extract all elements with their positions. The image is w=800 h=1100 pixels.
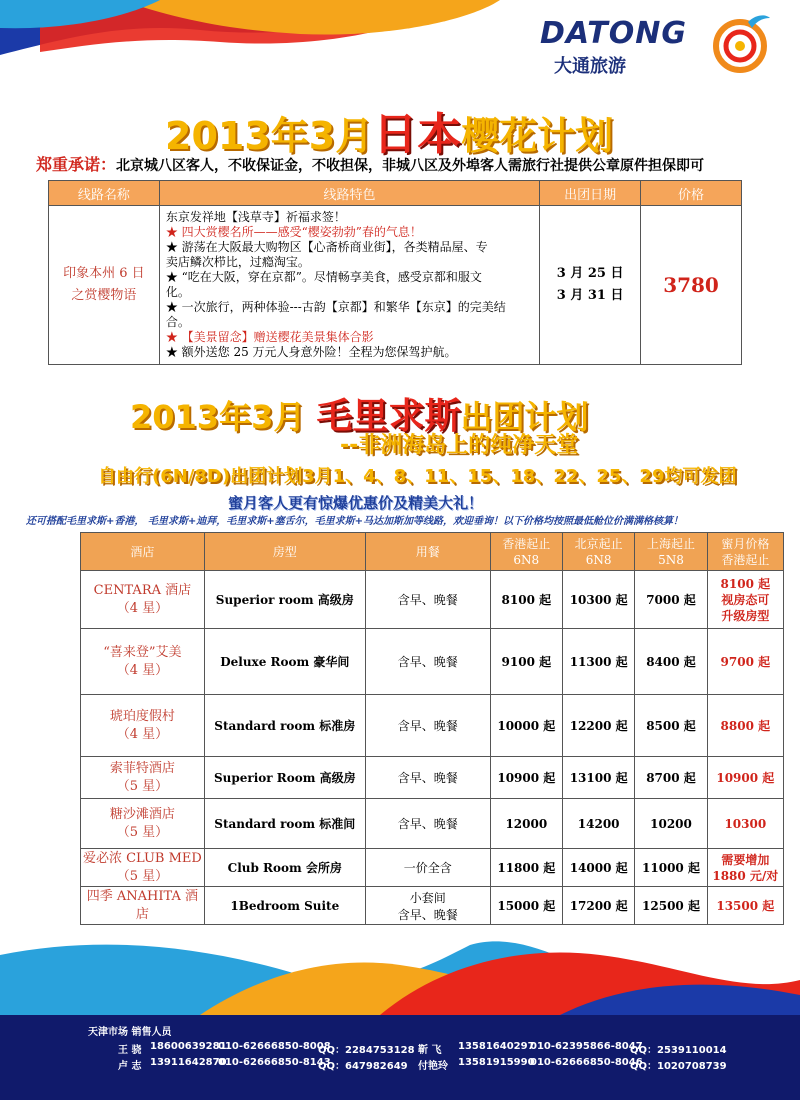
feature-line: ★ “吃在大阪，穿在京都”。尽情畅享美食，感受京都和服文 [165,270,482,284]
meal [365,849,490,887]
meal-line-1: 小套间 [409,890,446,905]
hk-price: 11800 起 [490,849,562,887]
contact-qq: QQ：2539110014 [630,1045,727,1056]
header-hk [490,533,562,571]
bj-price: 14000 起 [562,849,634,887]
promise-label: 郑重承诺： [36,155,117,174]
meal-line-1: 含早、晚餐 [397,719,458,733]
contact-mobile: 18600639281 [150,1041,227,1052]
sh-price: 12500 起 [635,887,707,925]
meal [365,629,490,695]
honeymoon-price [707,849,783,887]
hotel-name-line-1: 琥珀度假村 [109,708,175,724]
hotel-name [81,849,205,887]
footer-contacts [0,1015,800,1100]
contact-tel: 010-62395866-8047 [530,1041,643,1052]
honeymoon-price [707,887,783,925]
feature-line: 东京发祥地【浅草寺】祈福求签！ [165,210,346,224]
header-honeymoon-line-1: 蜜月价格 [721,536,770,551]
hotel-name-line-2: （5 星） [116,824,169,840]
bj-price: 10300 起 [562,571,634,629]
hotel-name [81,757,205,799]
header-honeymoon-line-2: 香港起止 [721,552,770,567]
contact-qq: QQ：1020708739 [630,1061,727,1072]
meal-line-1: 含早、晚餐 [397,655,458,669]
japan-route-row [49,206,742,365]
honeymoon-line-1: 13500 起 [716,898,775,913]
room-type: Standard room 标准间 [204,799,365,849]
feature-line: ★ 游荡在大阪最大购物区【心斋桥商业街】，各类精品屋、专 [165,240,488,254]
hk-price: 15000 起 [490,887,562,925]
hk-price: 10000 起 [490,695,562,757]
header-honeymoon [707,533,783,571]
hotel-name [81,629,205,695]
hotel-name-line-2: （5 星） [116,778,169,794]
honeymoon-line-1: 8100 起 [720,576,771,591]
contact-tel: 010-62666850-8143 [218,1057,331,1068]
header-meal: 用餐 [365,533,490,571]
honeymoon-offer: 蜜月客人更有惊爆优惠价及精美大礼！ [228,494,484,512]
bj-price: 14200 [562,799,634,849]
header-departure-date: 出团日期 [540,181,641,206]
hk-price: 8100 起 [490,571,562,629]
footer-heading: 天津市场 销售人员 [88,1027,172,1038]
room-type: Deluxe Room 豪华间 [204,629,365,695]
meal-line-1: 一价全含 [403,861,452,875]
honeymoon-line-3: 升级房型 [721,608,770,623]
honeymoon-line-2: 1880 元/对 [712,868,779,883]
honeymoon-price [707,757,783,799]
contact-name: 靳 飞 [418,1045,442,1056]
hotel-name-line-2: （5 星） [116,868,169,884]
header-bj-line-2: 6N8 [585,552,612,567]
japan-title-plan: 樱花计划 [461,114,614,158]
header-sh-line-1: 上海起止 [646,536,695,551]
hotel-name-line-1: 索菲特酒店 [109,760,175,776]
feature-line: ★ 一次旅行，两种体验---古韵【京都】和繁华【东京】的完美结 [165,300,506,314]
hotel-row [81,887,784,925]
room-type: Superior room 高级房 [204,571,365,629]
departure-dates-cell [540,206,641,365]
contact-name: 卢 志 [118,1061,142,1072]
contact-mobile: 13581640297 [458,1041,535,1052]
hotel-name-line-2: （4 星） [116,662,169,678]
bottom-wave-decoration [0,935,800,1015]
honeymoon-line-1: 10900 起 [716,770,775,785]
hotel-row [81,849,784,887]
promise-text: 北京城八区客人，不收保证金，不收担保，非城八区及外埠客人需旅行社提供公章原件担保即可 [116,158,705,174]
hotel-name [81,887,205,925]
sh-price: 8500 起 [635,695,707,757]
meal-line-1: 含早、晚餐 [397,593,458,607]
mauritius-subtitle: --非洲海岛上的纯净天堂 [340,433,579,458]
hk-price: 9100 起 [490,629,562,695]
sh-price: 8400 起 [635,629,707,695]
honeymoon-price [707,571,783,629]
hotel-name-line-1: 糖沙滩酒店 [109,806,175,822]
honeymoon-line-1: 8800 起 [720,718,771,733]
hotel-name-line-1: CENTARA 酒店 [93,582,192,598]
promise-line [36,152,704,175]
sh-price: 7000 起 [635,571,707,629]
bj-price: 12200 起 [562,695,634,757]
hk-price: 10900 起 [490,757,562,799]
bj-price: 17200 起 [562,887,634,925]
header-route-features: 线路特色 [159,181,539,206]
japan-title-year: 2013年3月 [165,114,374,158]
hotel-row [81,571,784,629]
feature-line: ★ 额外送您 25 万元人身意外险！全程为您保驾护航。 [165,345,457,359]
hotel-table-header [81,533,784,571]
hotel-row [81,695,784,757]
room-type: Superior Room 高级房 [204,757,365,799]
japan-title-country: 日本 [373,109,462,160]
hk-price: 12000 [490,799,562,849]
room-type: Club Room 会所房 [204,849,365,887]
sh-price: 11000 起 [635,849,707,887]
japan-route-table [48,180,742,365]
hotel-name-line-2: （4 星） [116,726,169,742]
feature-line: 卖店鳞次栉比，过瘾淘宝。 [165,255,310,269]
combo-routes-line: 还可搭配毛里求斯+香港， 毛里求斯+迪拜，毛里求斯+塞舌尔，毛里求斯+马达加斯加等线路，欢迎垂询！以下价格均按照最低舱位价满满格核算！ [26,516,683,527]
feature-line: ★ 【美景留念】赠送樱花美景集体合影 [165,330,374,344]
contact-qq: QQ：2284753128 [318,1045,415,1056]
mauritius-title-year: 2013年3月 [130,398,317,436]
header-price: 价格 [641,181,742,206]
logo-subtitle: 大通旅游 [554,56,626,77]
route-price: 3780 [641,206,742,365]
meal [365,571,490,629]
header-room: 房型 [204,533,365,571]
sh-price: 10200 [635,799,707,849]
header-hotel: 酒店 [81,533,205,571]
hotel-name-line-1: 爱必浓 CLUB MED [82,850,202,866]
hotel-name-line-1: 四季 ANAHITA 酒店 [86,888,199,922]
room-type: 1Bedroom Suite [204,887,365,925]
contact-name: 付艳玲 [418,1061,448,1072]
meal [365,799,490,849]
departure-date-2: 3 月 31 日 [556,288,624,303]
honeymoon-line-1: 9700 起 [720,654,771,669]
contact-tel: 010-62666850-8046 [530,1057,643,1068]
route-name-cell [49,206,160,365]
contact-mobile: 13911642870 [150,1057,227,1068]
meal [365,695,490,757]
honeymoon-line-2: 视房态可 [721,592,770,607]
contact-qq: QQ：647982649 [318,1061,408,1072]
meal-line-2: 含早、晚餐 [397,907,458,922]
hotel-name [81,799,205,849]
route-name-line-2: 之赏樱物语 [71,288,137,303]
header-route-name: 线路名称 [49,181,160,206]
route-name-line-1: 印象本州 6 日 [63,266,145,281]
header-hk-line-1: 香港起止 [502,536,551,551]
honeymoon-price [707,629,783,695]
bj-price: 13100 起 [562,757,634,799]
japan-table-header [49,181,742,206]
meal-line-1: 含早、晚餐 [397,817,458,831]
hotel-row [81,757,784,799]
honeymoon-line-1: 10300 [724,816,767,831]
meal-line-1: 含早、晚餐 [397,771,458,785]
meal [365,887,490,925]
feature-line: ★ 四大赏樱名所——感受“樱姿勃勃”春的气息！ [165,225,422,239]
header-hk-line-2: 6N8 [513,552,540,567]
room-type: Standard room 标准房 [204,695,365,757]
honeymoon-price [707,695,783,757]
swirl-logo-icon [708,10,772,74]
logo-text: DATONG [540,16,687,51]
feature-line: 合。 [165,315,190,329]
honeymoon-line-1: 需要增加 [721,852,770,867]
header-bj [562,533,634,571]
datong-logo [530,8,790,78]
contact-name: 王 骁 [118,1045,142,1056]
sh-price: 8700 起 [635,757,707,799]
hotel-price-table [80,532,784,925]
hotel-name-line-1: “喜来登”艾美 [103,644,182,660]
honeymoon-price [707,799,783,849]
header-sh-line-2: 5N8 [658,552,684,567]
contact-mobile: 13581915990 [458,1057,535,1068]
route-features-cell [159,206,539,365]
hotel-name [81,695,205,757]
hotel-name [81,571,205,629]
meal [365,757,490,799]
bj-price: 11300 起 [562,629,634,695]
header-bj-line-1: 北京起止 [574,536,623,551]
hotel-row [81,799,784,849]
contact-tel: 010-62666850-8008 [218,1041,331,1052]
hotel-row [81,629,784,695]
header-sh [635,533,707,571]
departure-date-1: 3 月 25 日 [556,266,624,281]
mauritius-departure-dates: 自由行(6N/8D)出团计划3月1、4、8、11、15、18、22、25、29均可发团 [98,466,737,487]
hotel-name-line-2: （4 星） [116,600,169,616]
mauritius-title-country: 毛里求斯 [316,396,461,437]
mauritius-title-plan: 出团计划 [460,398,589,436]
feature-line: 化。 [165,285,190,299]
